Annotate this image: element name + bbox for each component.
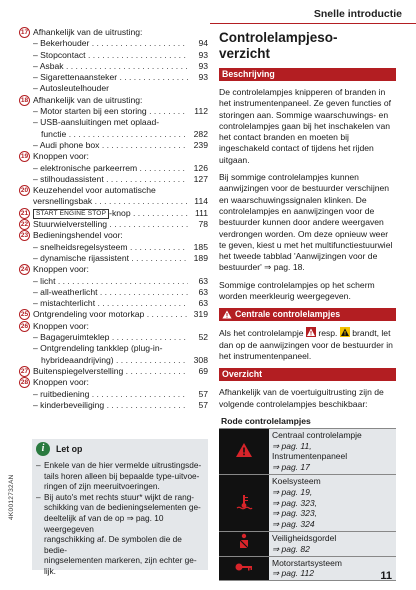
note-line: rangschikking af. De symbolen die de bedie-	[44, 534, 182, 555]
table-row	[219, 532, 396, 557]
list-item: – elektronische parkeerrem . . . 126	[19, 163, 208, 174]
page-ref: 239	[188, 140, 208, 151]
note-body	[36, 460, 204, 577]
page-link: ⇒ pag. 323,	[272, 508, 317, 519]
entry-title: Afhankelijk van de uitrusting:	[33, 94, 143, 105]
note-line: lijk.	[44, 565, 56, 576]
list-item: – Bekerhouder . . . 94	[19, 38, 208, 49]
list-item	[19, 355, 208, 366]
legend-entry-27	[19, 366, 208, 377]
legend-entry-21	[19, 208, 208, 219]
warning-bar-title: Centrale controlelampjes	[235, 309, 341, 320]
list-item: – USB-aansluitingen met oplaad-	[33, 117, 160, 128]
page-link: ⇒ pag. 323,	[272, 497, 317, 508]
item-label: Ontgrendeling tankklep (plug-in-	[40, 343, 163, 354]
page-ref: 319	[188, 309, 208, 320]
page-ref: 63	[188, 276, 208, 287]
entry-title: Bedieningshendel voor:	[33, 230, 123, 241]
row-text: Veiligheidsgordel	[272, 533, 337, 543]
right-column	[219, 27, 396, 581]
item-label: USB-aansluitingen met oplaad-	[40, 117, 160, 128]
warning-bar	[219, 308, 396, 321]
coolant-temperature-icon	[219, 475, 269, 532]
header-divider	[210, 23, 416, 24]
page-ref: 57	[188, 389, 208, 400]
item-label: mistachterlicht	[40, 298, 96, 309]
page-link: ⇒ pag. 82	[272, 543, 310, 554]
page-ref: 112	[188, 106, 208, 117]
page-ref: 69	[188, 366, 208, 377]
item-label: all-weatherlicht	[40, 286, 98, 297]
list-item: – Autosleutelhouder	[33, 83, 109, 94]
note-header	[36, 442, 82, 456]
item-label: Asbak	[39, 60, 64, 71]
info-icon: i	[36, 442, 50, 456]
page-header	[210, 0, 416, 26]
page-ref: 126	[188, 163, 208, 174]
key-icon	[219, 556, 269, 581]
table-row	[219, 475, 396, 532]
page-ref: 78	[188, 219, 208, 230]
item-label: Stopcontact	[40, 49, 86, 60]
item-label: versnellingsbak . . .	[33, 196, 188, 207]
central-warning-icon	[219, 428, 269, 474]
item-label: functie . . .	[41, 129, 188, 140]
list-item: – Bagageruimteklep . . . 52	[19, 332, 208, 343]
callout-number: 26	[20, 322, 29, 330]
item-label: elektronische parkeerrem	[40, 162, 138, 173]
page-link: ⇒ pag. 112	[272, 568, 314, 579]
legend-entry-17	[19, 27, 208, 38]
legend-entry-22	[19, 219, 208, 230]
entry-title: Knoppen voor:	[33, 264, 89, 275]
callout-number: 23	[20, 232, 29, 240]
callout-number: 28	[20, 379, 29, 387]
subsection-bar: Beschrijving	[219, 68, 396, 81]
table-row	[219, 428, 396, 474]
callout-number: 20	[20, 187, 29, 195]
item-label: ruitbediening	[40, 388, 90, 399]
list-item: – ruitbediening . . . 57	[19, 389, 208, 400]
heading-line: verzicht	[219, 45, 271, 61]
note-line: ningselementen markeren, zijn echter ge-	[44, 555, 197, 566]
entry-title: Keuzehendel voor automatische	[33, 185, 156, 196]
page-link: ⇒ pag. 11,	[272, 440, 312, 451]
note-line: deeltelijk af van de op ⇒ pag. 10 weergegeven	[44, 512, 164, 534]
start-engine-stop-label: START ENGINE STOP	[33, 209, 109, 219]
page-link: ⇒ pag. 17	[272, 462, 310, 473]
note-line: ringen of zijn meeruitvoeringen.	[44, 481, 160, 492]
item-label: Sigarettenaansteker	[40, 72, 118, 83]
page-ref: 111	[188, 208, 208, 219]
note-line: schikking van de bedieningselementen ge-	[44, 502, 201, 513]
callout-number: 21	[20, 209, 29, 217]
note-line: tails horen alleen bij bepaalde type-uitvoe-	[44, 470, 200, 481]
note-item: – Bij auto's met rechts stuur* wijkt de rang- schikking van de bedieningselementen ge- deeltelijk af van de op ⇒ pag. 10 weergegeven rangschikking af. De symbolen die de bedie- ningselementen markeren, zijn echter ge- lijk.	[36, 492, 204, 577]
page-ref: 282	[188, 129, 208, 140]
note-title: Let op	[56, 444, 83, 454]
legend-entry-26	[19, 321, 208, 332]
page-ref: 114	[188, 196, 208, 207]
yellow-warning-icon	[340, 327, 350, 337]
item-label: Autosleutelhouder	[39, 83, 109, 94]
list-item	[19, 309, 208, 320]
paragraph: Sommige controlelampjes op het scherm worden meerkleurig weergegeven.	[219, 279, 375, 302]
callout-number: 17	[20, 29, 29, 36]
page-link: ⇒ pag. 19,	[272, 486, 313, 497]
list-item: – snelheidsregelsysteem . . . 185	[19, 242, 208, 253]
list-item: – Audi phone box . . . 239	[19, 140, 208, 151]
list-item: – Motor starten bij een storing . . . 112	[19, 106, 208, 117]
list-item	[19, 129, 208, 140]
item-label: snelheidsregelsysteem	[40, 241, 128, 252]
legend-list	[19, 27, 208, 411]
note-box	[32, 439, 208, 576]
item-label: Audi phone box	[39, 139, 100, 150]
item-label: -knop	[109, 207, 131, 218]
text-run: brandt, let dan op de aanwijzingen voor de bestuurder in het instrumentenpaneel.	[219, 328, 393, 361]
row-text: Koelsysteem	[272, 476, 321, 487]
list-item: – dynamische rijassistent . . . 189	[19, 253, 208, 264]
callout-number: 27	[20, 367, 29, 375]
list-item: – kinderbeveiliging . . . 57	[19, 400, 208, 411]
text-run: Als het controlelampje	[219, 328, 304, 339]
legend-entry-20	[19, 185, 208, 196]
list-item	[19, 196, 208, 207]
row-text: Instrumentenpaneel	[272, 451, 348, 462]
item-label: hybrideaandrijving) . . .	[41, 355, 188, 366]
page-ref: 63	[188, 287, 208, 298]
warning-lights-table	[219, 413, 396, 581]
page-link: ⇒ pag. 324	[272, 519, 315, 530]
list-item: – all-weatherlicht . . . 63	[19, 287, 208, 298]
note-line: Bij auto's met rechts stuur* wijkt de rang-	[44, 491, 195, 502]
callout-number: 24	[20, 266, 29, 274]
heading-line: Controlelampjeso-	[219, 30, 338, 45]
paragraph: Bij sommige controlelampjes kunnen aanwijzingen voor de bestuurder verschijnen en waarschuwingssignalen klinken. De controlelampjes en aanwijzingen voor de bestuurder kunnen door andere weergaven verdrongen worden. Om deze opnieuw weer te geven, kiest u met het multifunctiestuurwiel het tweede tabblad 'Aanwijzingen voor de bestuurder' ⇒ pag. 18.	[219, 172, 393, 273]
legend-entry-19	[19, 151, 208, 162]
table-header: Rode controlelampjes	[219, 413, 396, 429]
page-ref: 189	[188, 253, 208, 264]
document-code: 4K0012732AN	[8, 474, 15, 520]
item-label: Bagageruimteklep	[40, 332, 110, 343]
row-text: Centraal controlelampje	[272, 429, 362, 440]
item-label: licht	[40, 275, 56, 286]
seatbelt-icon	[219, 532, 269, 557]
item-label: Buitenspiegelverstelling . . .	[33, 366, 188, 377]
legend-entry-25	[19, 309, 208, 320]
row-description	[269, 428, 396, 474]
row-description	[269, 475, 396, 532]
list-item: – Stopcontact . . . 93	[19, 50, 208, 61]
list-item	[19, 208, 208, 219]
subsection-bar: Overzicht	[219, 368, 396, 381]
page-ref: 185	[188, 242, 208, 253]
paragraph: Afhankelijk van de voertuiguitrusting zijn de volgende controlelampjes beschikbaar:	[219, 387, 384, 409]
section-title: Snelle introductie	[313, 8, 402, 20]
paragraph	[219, 327, 396, 362]
page-ref: 93	[188, 50, 208, 61]
callout-number: 18	[20, 96, 29, 104]
row-description	[269, 556, 396, 581]
warning-triangle-icon	[222, 310, 232, 319]
row-text: Motorstartsysteem	[272, 557, 342, 568]
section-heading	[219, 30, 396, 61]
legend-entry-24	[19, 264, 208, 275]
note-item: – Enkele van de hier vermelde uitrustingsde- tails horen alleen bij bepaalde type-uitvoe- ringen of zijn meeruitvoeringen.	[36, 460, 202, 492]
item-label: Bekerhouder	[40, 38, 90, 49]
list-item	[19, 219, 208, 230]
callout-number: 19	[20, 153, 29, 161]
paragraph: De controlelampjes knipperen of branden in het instrumentenpaneel. Ze geven functies of storingen aan. Sommige waarschuwings- en controlelampjes gaan bij het inschakelen van het contact branden en moeten bij ingeschakeld contact of tijdens het rijden uitgaan.	[219, 87, 391, 165]
entry-title: Afhankelijk van de uitrusting:	[33, 27, 143, 37]
page-ref: 308	[188, 355, 208, 366]
red-warning-icon	[306, 327, 316, 337]
table-row	[219, 556, 396, 581]
list-item: – Ontgrendeling tankklep (plug-in-	[33, 343, 163, 354]
item-label: Ontgrendeling voor motorkap . . .	[33, 309, 188, 320]
list-item: – stilhoudassistent . . . 127	[19, 174, 208, 185]
list-item: – licht . . . 63	[19, 276, 208, 287]
entry-title: Knoppen voor:	[33, 320, 89, 331]
item-label: Stuurwielverstelling . . .	[33, 219, 188, 230]
page-ref: 127	[188, 174, 208, 185]
row-description	[269, 532, 396, 557]
item-label: Motor starten bij een storing	[40, 106, 147, 117]
page-ref: 93	[188, 61, 208, 72]
legend-entry-18	[19, 95, 208, 106]
item-label: kinderbeveiliging	[40, 399, 105, 410]
text-run: resp.	[318, 328, 338, 339]
callout-number: 22	[20, 221, 29, 229]
legend-entry-23	[19, 230, 208, 241]
page-ref: 94	[188, 38, 208, 49]
list-item	[19, 366, 208, 377]
list-item: – Sigarettenaansteker . . . 93	[19, 72, 208, 83]
page-ref: 63	[188, 298, 208, 309]
legend-entry-28	[19, 377, 208, 388]
entry-title: Knoppen voor:	[33, 377, 89, 388]
item-label: stilhoudassistent	[40, 173, 104, 184]
callout-number: 25	[20, 311, 29, 319]
page-number: 11	[380, 570, 392, 582]
page-ref: 57	[188, 400, 208, 411]
list-item: – Asbak . . . 93	[19, 61, 208, 72]
list-item: – mistachterlicht . . . 63	[19, 298, 208, 309]
item-label: dynamische rijassistent	[40, 252, 130, 263]
page-ref: 52	[188, 332, 208, 343]
entry-title: Knoppen voor:	[33, 151, 89, 162]
page-ref: 93	[188, 72, 208, 83]
note-line: Enkele van de hier vermelde uitrustingsde-	[44, 460, 202, 470]
